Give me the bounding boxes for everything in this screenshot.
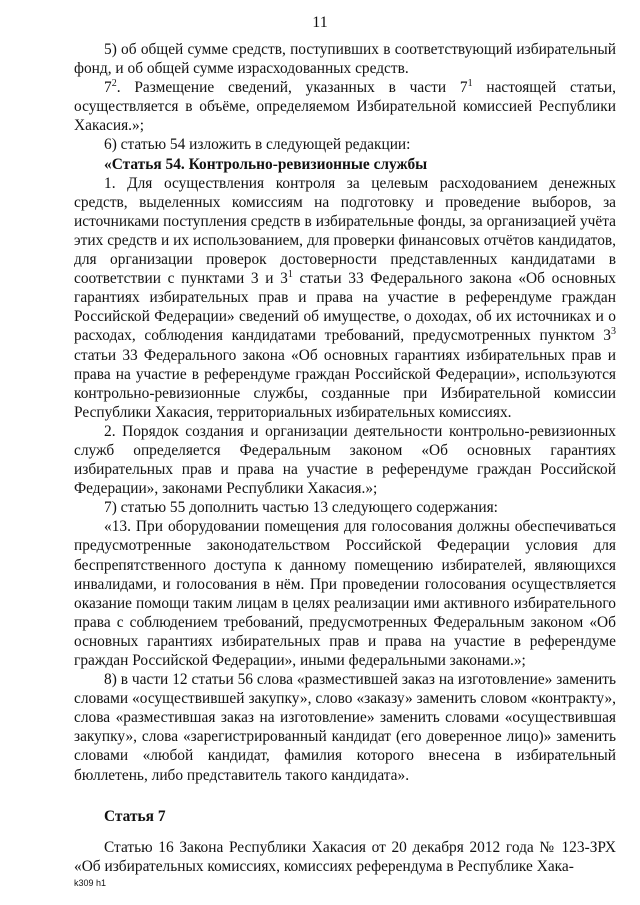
article-7-heading: Статья 7 — [104, 807, 166, 825]
paragraph-item-8: 8) в части 12 статьи 56 слова «разместившей заказ на изготовление» заменить словами «осуществившей закупку», слово «заказу» заменить словом «контракту», слова «разместившая заказ на изготовление» заменить словами «осуществившая закупку», слова «зарегистрированный кандидат (его доверенное лицо)» заменить словами «любой кандидат, фамилия которого внесена в избирательный бюллетень, либо представитель такого кандидата». — [74, 671, 616, 784]
article-54-part-2: 2. Порядок создания и организации деятельности контрольно-ревизионных служб определяется Федеральным законом «Об основных гарантиях избирательных прав и права на участие в референдуме граждан Российской Федерации», законами Республики Хакасия.»; — [74, 422, 616, 498]
document-code: k309 h1 — [74, 878, 107, 888]
article-54-part-1: 1. Для осуществления контроля за целевым расходованием денежных средств, выделенных комиссиям на подготовку и проведение выборов, за источниками поступления средств в избирательные фонды, за организацией учёта этих средств и их использованием, для проверки финансовых отчётов кандидатов, для организации проверок достоверности представленных кандидатами в соответствии с пунктами 3 и $3^1$ статьи 33 Федерального закона «Об основных гарантиях избирательных прав и права на участие в референдуме граждан Российской Федерации» сведений об имуществе, о доходах, об их источниках и о расходах, соблюдения кандидатами требований, предусмотренных пунктом $3^3$ статьи 33 Федерального закона «Об основных гарантиях избирательных прав и права на участие в референдуме граждан Российской Федерации», используются контрольно-ревизионные службы, созданные при Избирательной комиссии Республики Хакасия, территориальных избирательных комиссиях. — [74, 174, 616, 421]
page-number: 11 — [312, 14, 328, 31]
document-body — [74, 40, 616, 876]
article-7-text: Статью 16 Закона Республики Хакасия от 20 декабря 2012 года № 123-ЗРХ «Об избирательных комиссиях, комиссиях референдума в Республике Хака- — [74, 838, 616, 875]
article-54-heading: «Статья 54. Контрольно-ревизионные службы — [104, 155, 428, 173]
paragraph-item-7: 7) статью 55 дополнить частью 13 следующего содержания: — [104, 499, 498, 517]
paragraph-item-6: 6) статью 54 изложить в следующей редакции: — [104, 136, 411, 154]
part-13-text: «13. При оборудовании помещения для голосования должны обеспечиваться предусмотренные законодательством Российской Федерации условия для беспрепятственного доступа к данному помещению избирателей, являющихся инвалидами, и голосования в нём. При проведении голосования осуществляется оказание помощи таким лицам в целях реализации ими активного избирательного права с соблюдением требований, предусмотренных Федеральным законом «Об основных гарантиях избирательных прав и права на участие в референдуме граждан Российской Федерации», иными федеральными законами.»; — [74, 518, 616, 669]
paragraph-part-7-2: $7^2$. Размещение сведений, указанных в части $7^1$ настоящей статьи, осуществляется в объёме, определяемом Избирательной комиссией Республики Хакасия.»; — [74, 78, 616, 135]
paragraph-item-5: 5) об общей сумме средств, поступивших в соответствующий избирательный фонд, и об общей сумме израсходованных средств. — [74, 41, 616, 78]
